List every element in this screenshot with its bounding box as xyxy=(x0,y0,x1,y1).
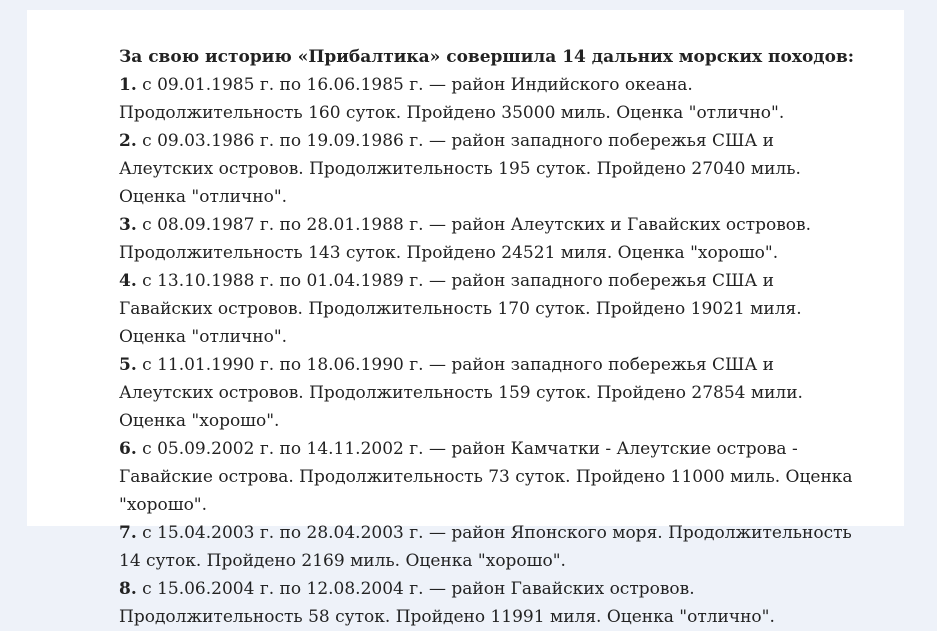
item-number: 4. xyxy=(119,271,137,291)
item-text: с 15.04.2003 г. по 28.04.2003 г. — район Японского моря. Продолжительность 14 суток. Пройдено 2169 миль. Оценка "хорошо". xyxy=(119,523,852,571)
item-number: 7. xyxy=(119,523,137,543)
item-number: 2. xyxy=(119,131,137,151)
list-item xyxy=(119,575,859,631)
item-text: с 09.03.1986 г. по 19.09.1986 г. — район западного побережья США и Алеутских островов. Продолжительность 195 суток. Пройдено 27040 миль. Оценка "отлично". xyxy=(119,131,801,207)
item-number: 1. xyxy=(119,75,137,95)
item-text: с 13.10.1988 г. по 01.04.1989 г. — район западного побережья США и Гавайских островов. Продолжительность 170 суток. Пройдено 19021 миля. Оценка "отлично". xyxy=(119,271,802,347)
article-body xyxy=(119,43,859,631)
list-item xyxy=(119,127,859,211)
item-number: 3. xyxy=(119,215,137,235)
item-number: 5. xyxy=(119,355,137,375)
article-heading: За свою историю «Прибалтика» совершила 14 дальних морских походов: xyxy=(119,47,855,67)
article-card xyxy=(27,10,904,627)
item-number: 6. xyxy=(119,439,137,459)
list-item xyxy=(119,351,859,435)
item-text: с 09.01.1985 г. по 16.06.1985 г. — район Индийского океана. Продолжительность 160 суток. Пройдено 35000 миль. Оценка "отлично". xyxy=(119,75,785,123)
list-item xyxy=(119,519,859,575)
list-item xyxy=(119,435,859,519)
item-text: с 11.01.1990 г. по 18.06.1990 г. — район западного побережья США и Алеутских островов. Продолжительность 159 суток. Пройдено 27854 мили. Оценка "хорошо". xyxy=(119,355,803,431)
item-number: 8. xyxy=(119,579,137,599)
item-text: с 08.09.1987 г. по 28.01.1988 г. — район Алеутских и Гавайских островов. Продолжительность 143 суток. Пройдено 24521 миля. Оценка "хорошо". xyxy=(119,215,811,263)
item-text: с 15.06.2004 г. по 12.08.2004 г. — район Гавайских островов. Продолжительность 58 суток. Пройдено 11991 миля. Оценка "отлично". xyxy=(119,579,775,627)
list-item xyxy=(119,71,859,127)
item-text: с 05.09.2002 г. по 14.11.2002 г. — район Камчатки - Алеутские острова - Гавайские острова. Продолжительность 73 суток. Пройдено 11000 миль. Оценка "хорошо". xyxy=(119,439,853,515)
list-item xyxy=(119,211,859,267)
list-item xyxy=(119,267,859,351)
